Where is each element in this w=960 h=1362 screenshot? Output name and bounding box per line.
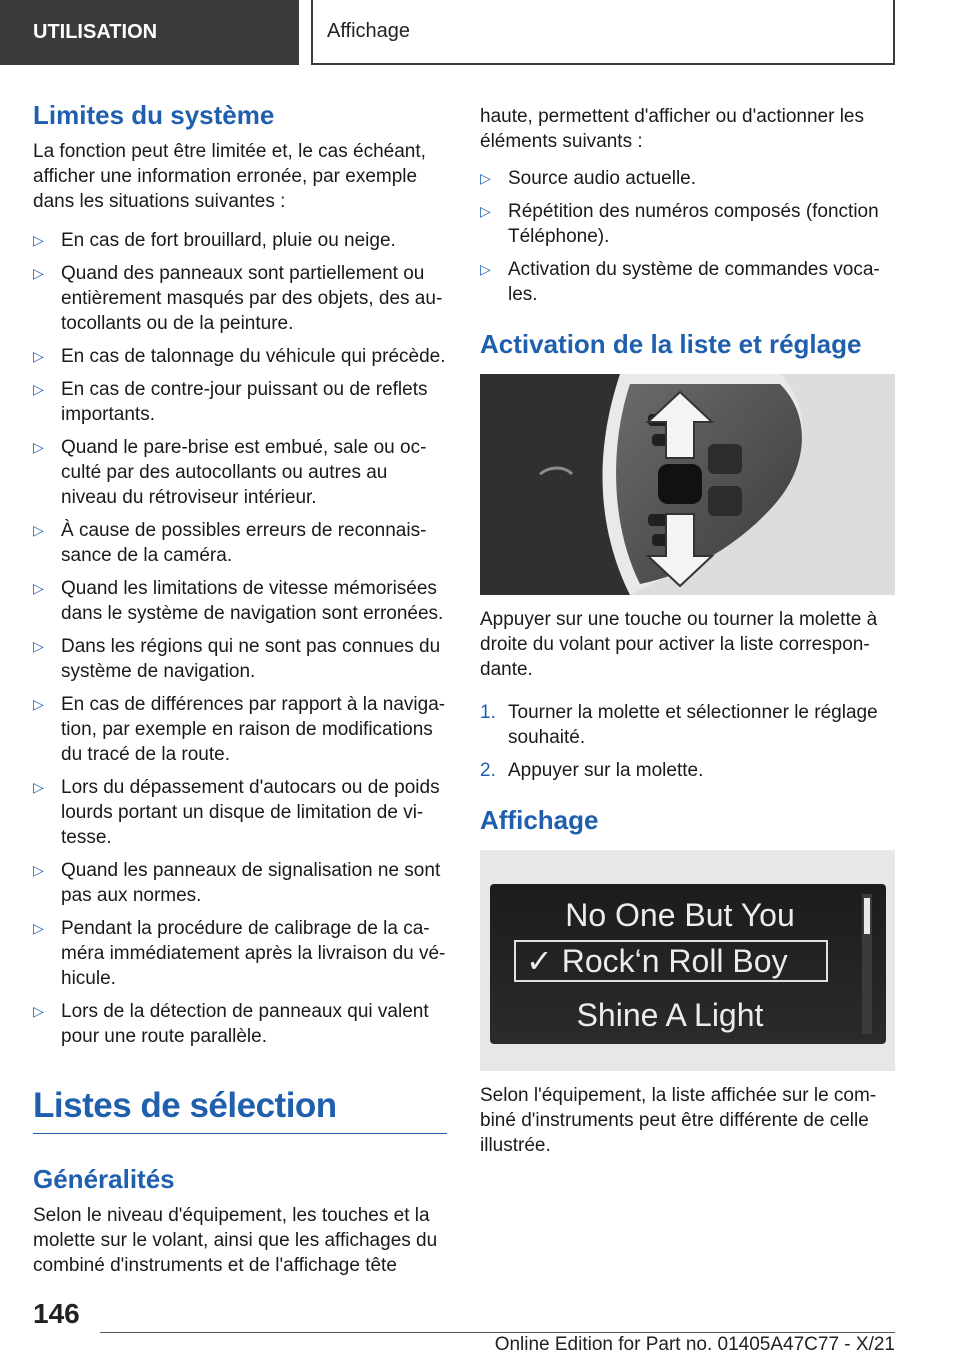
left-column	[33, 100, 447, 1278]
display-heading: Affichage	[480, 805, 599, 836]
bullet-icon: ▷	[33, 265, 44, 282]
list-item: ▷ Quand les limitations de vitesse mémorisées dans le système de navigation sont erronées.	[33, 578, 444, 625]
bullet-icon: ▷	[33, 381, 44, 398]
activation-steps	[480, 700, 895, 783]
bullet-icon: ▷	[33, 862, 44, 879]
limits-heading: Limites du système	[33, 100, 275, 130]
list-item: ▷ Quand des panneaux sont partiellement ou entièrement masqués par des objets, des au-tocollants ou de la peinture.	[33, 263, 443, 335]
screen-scrollbar-thumb	[864, 898, 870, 934]
bullet-icon: ▷	[33, 779, 44, 796]
limits-list	[33, 228, 447, 1049]
cluster-screen	[490, 884, 886, 1044]
general-heading: Généralités	[33, 1163, 175, 1194]
list-item: 1. Tourner la molette et sélectionner le réglage souhaité.	[480, 702, 878, 749]
bullet-icon: ▷	[33, 580, 44, 597]
screen-list-item: Shine A Light	[576, 997, 764, 1034]
display-text: Selon l'équipement, la liste affichée sur le com-biné d'instruments peut être différente de celle illustrée.	[480, 1085, 877, 1157]
functions-list	[480, 166, 895, 307]
bullet-icon: ▷	[480, 261, 491, 277]
activation-text: Appuyer sur une touche ou tourner la molette à droite du volant pour activer la liste correspon-dante.	[480, 609, 878, 681]
general-text: Selon le niveau d'équipement, les touches et la molette sur le volant, ainsi que les affichages du combiné d'instruments et de l'affichage tête	[33, 1204, 438, 1276]
chapter-tab	[311, 0, 895, 65]
bullet-icon: ▷	[33, 1003, 44, 1020]
general-text-continued: haute, permettent d'afficher ou d'actionner les éléments suivants :	[480, 106, 864, 152]
limits-intro: La fonction peut être limitée et, le cas échéant, afficher une information erronée, par exemple dans les situations suivantes :	[33, 141, 426, 213]
section-title: UTILISATION	[33, 21, 158, 43]
step-number: 1.	[480, 702, 496, 724]
list-item: ▷ En cas de talonnage du véhicule qui précède.	[33, 346, 446, 368]
bullet-icon: ▷	[33, 522, 44, 539]
list-item: ▷ En cas de contre-jour puissant ou de reflets importants.	[33, 379, 428, 426]
lists-heading-block	[33, 1083, 447, 1134]
list-item: ▷ Activation du système de commandes voca-les.	[480, 259, 880, 305]
list-item: ▷ Lors de la détection de panneaux qui valent pour une route parallèle.	[33, 1001, 429, 1048]
section-tab	[0, 0, 299, 65]
page-number: 146	[33, 1298, 80, 1329]
bullet-icon: ▷	[480, 203, 491, 219]
lists-heading: Listes de sélection	[33, 1086, 337, 1126]
bullet-icon: ▷	[33, 638, 44, 655]
right-column	[480, 104, 895, 1158]
list-item: ▷ À cause de possibles erreurs de reconnais-sance de la caméra.	[33, 520, 427, 567]
list-item: ▷ En cas de différences par rapport à la naviga-tion, par exemple en raison de modifications du tracé de la route.	[33, 694, 446, 766]
bullet-icon: ▷	[33, 439, 44, 456]
steering-wheel-illustration	[480, 374, 895, 595]
list-item: ▷ Dans les régions qui ne sont pas connues du système de navigation.	[33, 636, 441, 683]
screen-list-item-selected: ✓ Rock‘n Roll Boy	[514, 940, 828, 982]
bullet-icon: ▷	[33, 348, 44, 365]
step-number: 2.	[480, 760, 496, 782]
activation-heading: Activation de la liste et réglage	[480, 329, 862, 359]
bullet-icon: ▷	[33, 920, 44, 937]
list-item: ▷ Pendant la procédure de calibrage de la ca-méra immédiatement après la livraison du vé-hicule.	[33, 918, 446, 990]
screen-list-item: No One But You	[565, 897, 795, 934]
bullet-icon: ▷	[33, 232, 44, 249]
list-item: ▷ Source audio actuelle.	[480, 168, 697, 189]
list-item: ▷ Quand le pare-brise est embué, sale ou oc-culté par des autocollants ou autres au niveau du rétroviseur intérieur.	[33, 437, 427, 509]
footer-divider	[100, 1332, 895, 1333]
bullet-icon: ▷	[33, 696, 44, 713]
steering-wheel-figure	[480, 374, 895, 595]
list-item: ▷ Répétition des numéros composés (fonction Téléphone).	[480, 201, 879, 247]
footer-edition: Online Edition for Part no. 01405A47C77 - X/21	[494, 1334, 895, 1355]
bullet-icon: ▷	[480, 170, 491, 186]
list-item: ▷ Lors du dépassement d'autocars ou de poids lourds portant un disque de limitation de vi-tesse.	[33, 777, 440, 849]
chapter-title: Affichage	[327, 20, 411, 42]
cluster-display-figure	[480, 850, 895, 1071]
list-item: ▷ Quand les panneaux de signalisation ne sont pas aux normes.	[33, 860, 441, 907]
list-item: ▷ En cas de fort brouillard, pluie ou neige.	[33, 230, 396, 252]
list-item: 2. Appuyer sur la molette.	[480, 760, 704, 782]
